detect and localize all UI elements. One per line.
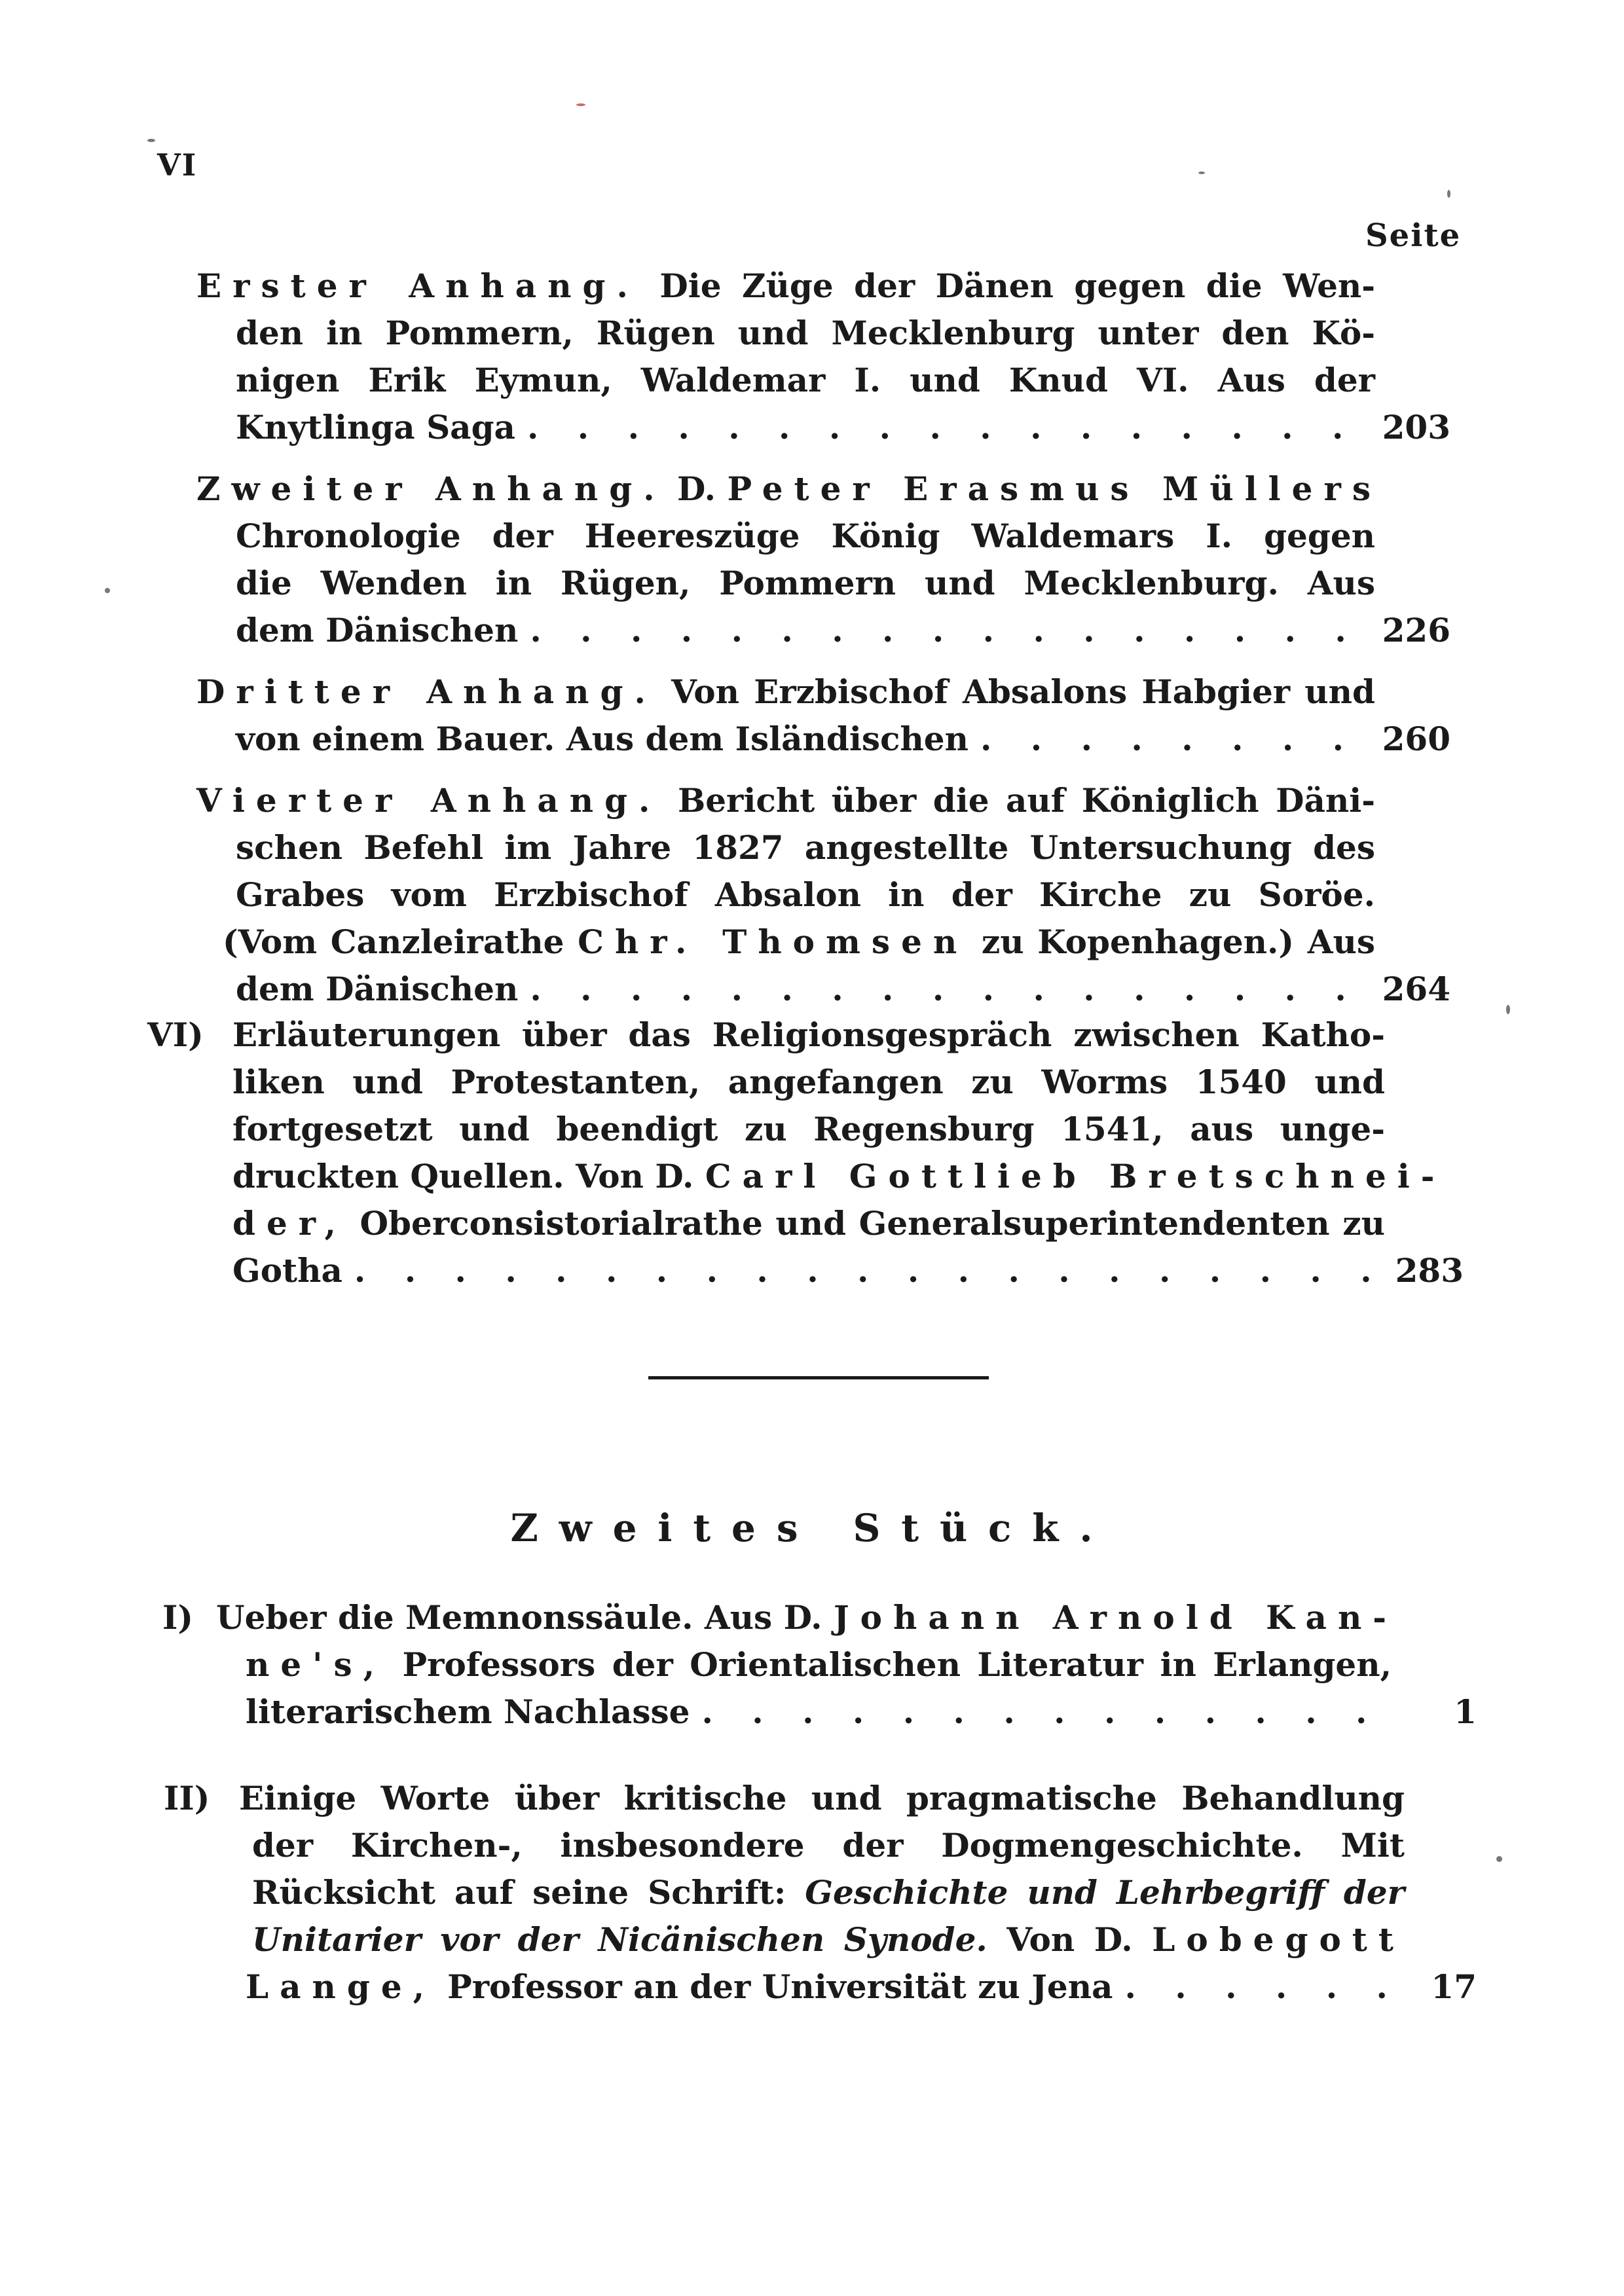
toc-entry-zweiter-anhang-line-3: die Wenden in Rügen, Pommern und Mecklenburg. Aus	[236, 564, 1375, 602]
entry-text: zu Kopenhagen.) Aus	[981, 922, 1375, 961]
dot-leader	[1124, 1964, 1406, 2010]
appendix-title: Dritter Anhang.	[196, 672, 657, 711]
entry-text: Professors der Orientalischen Literatur in Erlangen,	[402, 1645, 1392, 1684]
entry-number: VI)	[147, 1015, 204, 1054]
entry-text: Von D.	[1006, 1920, 1133, 1959]
toc-entry-vierter-anhang-line-3: Grabes vom Erzbischof Absalon in der Kirche zu Soröe.	[236, 875, 1375, 914]
toc-entry-i-line-3	[246, 1689, 1477, 1735]
toc-entry-vierter-anhang-line-4	[223, 919, 1375, 965]
entry-text: Die Züge der Dänen gegen die Wen-	[659, 266, 1375, 305]
entry-text: Knytlinga Saga	[236, 408, 515, 446]
section-divider	[648, 1376, 989, 1379]
entry-text: Oberconsistorialrathe und Generalsuperintendenten zu	[360, 1204, 1385, 1243]
toc-entry-vi-line-5	[232, 1201, 1385, 1247]
author-name: Peter Erasmus Müllers	[727, 469, 1382, 508]
toc-entry-zweiter-anhang-line-4	[236, 608, 1450, 653]
toc-entry-vi-line-3: fortgesetzt und beendigt zu Regensburg 1541, aus unge-	[232, 1110, 1385, 1148]
dot-leader	[701, 1689, 1406, 1735]
toc-entry-vi-line-6	[232, 1248, 1464, 1294]
entry-text: Bericht über die auf Königlich Däni-	[677, 781, 1375, 820]
scan-speck	[1447, 190, 1450, 198]
entry-text: literarischem Nachlasse	[246, 1692, 690, 1731]
author-name: Carl Gottlieb Bretschnei-	[705, 1157, 1446, 1195]
toc-entry-ii-line-3	[252, 1870, 1405, 1916]
dot-leader	[530, 966, 1370, 1012]
toc-entry-vi-line-2: liken und Protestanten, angefangen zu Worms 1540 und	[232, 1063, 1385, 1101]
entry-text: dem Dänischen	[236, 611, 519, 649]
toc-entry-dritter-anhang-line-1	[196, 669, 1375, 715]
page-folio: VI	[157, 147, 198, 183]
entry-number: II)	[164, 1779, 210, 1817]
toc-entry-i-line-2	[246, 1642, 1392, 1688]
book-title: Geschichte und Lehrbegriff der	[805, 1873, 1405, 1912]
entry-text: druckten Quellen. Von D.	[232, 1157, 694, 1195]
toc-entry-erster-anhang-line-2: den in Pommern, Rügen und Mecklenburg unter den Kö-	[236, 314, 1375, 352]
toc-entry-ii-line-5	[246, 1964, 1477, 2010]
toc-entry-zweiter-anhang-line-1	[196, 466, 1382, 512]
page-column-label: Seite	[1365, 217, 1462, 254]
scan-speck	[147, 139, 155, 142]
toc-entry-dritter-anhang-line-2	[236, 716, 1450, 762]
appendix-title: Zweiter Anhang.	[196, 469, 666, 508]
entry-text: Von Erzbischof Absalons Habgier und	[671, 672, 1375, 711]
toc-entry-i-line-1	[216, 1595, 1398, 1641]
page-number: 260	[1382, 720, 1450, 758]
section-heading: Zweites Stück.	[510, 1506, 1114, 1550]
dot-leader	[980, 716, 1371, 762]
toc-entry-zweiter-anhang-line-2: Chronologie der Heereszüge König Waldemars I. gegen	[236, 517, 1375, 555]
entry-text: Rücksicht auf seine Schrift:	[252, 1873, 786, 1912]
toc-entry-ii-line-2: der Kirchen-, insbesondere der Dogmengeschichte. Mit	[252, 1826, 1405, 1865]
page-number: 17	[1431, 1967, 1477, 2006]
author-name: der,	[232, 1204, 347, 1243]
toc-entry-ii-line-1: Einige Worte über kritische und pragmatische Behandlung	[239, 1779, 1405, 1817]
entry-text: Ueber die Memnonssäule. Aus D.	[216, 1598, 822, 1637]
dot-leader	[354, 1248, 1384, 1294]
toc-entry-vi-line-4	[232, 1154, 1446, 1199]
entry-text: D.	[677, 469, 716, 508]
entry-number: I)	[162, 1598, 194, 1637]
dot-leader	[530, 608, 1370, 653]
toc-entry-vierter-anhang-line-1	[196, 778, 1375, 824]
entry-text: Gotha	[232, 1251, 342, 1290]
scan-speck	[576, 103, 585, 106]
page-number: 226	[1382, 611, 1450, 649]
page-number: 283	[1395, 1251, 1464, 1290]
author-name: ne's,	[246, 1645, 386, 1684]
entry-text: Professor an der Universität zu Jena	[447, 1967, 1113, 2006]
toc-entry-vierter-anhang-line-5	[236, 966, 1450, 1012]
book-title: Unitarier vor der Nicänischen Synode.	[252, 1920, 987, 1959]
page-number: 1	[1454, 1692, 1477, 1731]
dot-leader	[527, 405, 1371, 450]
author-name: Lobegott	[1152, 1920, 1405, 1959]
appendix-title: Erster Anhang.	[196, 266, 639, 305]
entry-text: dem Dänischen	[236, 970, 519, 1008]
scan-speck	[1198, 172, 1205, 174]
toc-entry-erster-anhang-line-3: nigen Erik Eymun, Waldemar I. und Knud VI. Aus der	[236, 361, 1375, 399]
entry-text: von einem Bauer. Aus dem Isländischen	[236, 720, 969, 758]
page-number: 264	[1382, 970, 1450, 1008]
author-name: Johann Arnold Kan-	[834, 1598, 1398, 1637]
toc-entry-vi-line-1: Erläuterungen über das Religionsgespräch zwischen Katho-	[232, 1015, 1385, 1054]
toc-entry-vierter-anhang-line-2: schen Befehl im Jahre 1827 angestellte Untersuchung des	[236, 828, 1375, 867]
toc-entry-erster-anhang-line-4	[236, 405, 1450, 450]
scan-speck	[1496, 1856, 1502, 1862]
appendix-title: Vierter Anhang.	[196, 781, 661, 820]
entry-text: (Vom Canzleirathe	[223, 922, 564, 961]
author-name: Chr. Thomsen	[578, 922, 969, 961]
scan-speck	[105, 588, 110, 593]
page-number: 203	[1382, 408, 1450, 446]
scan-speck	[1506, 1005, 1510, 1014]
toc-entry-ii-line-4	[252, 1917, 1405, 1963]
author-name: Lange,	[246, 1967, 436, 2006]
toc-entry-erster-anhang-line-1	[196, 263, 1375, 309]
